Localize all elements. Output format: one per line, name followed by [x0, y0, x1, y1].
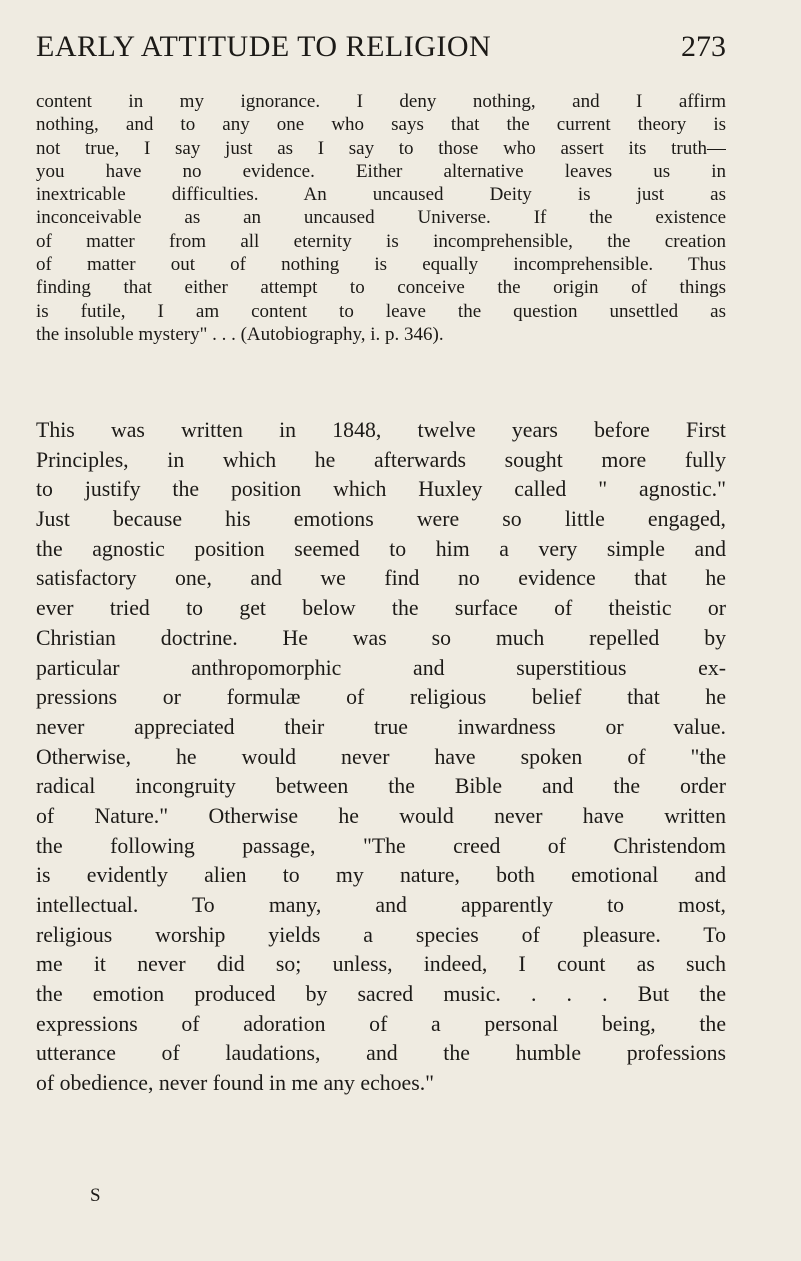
- running-title: EARLY ATTITUDE TO RELIGION: [36, 30, 492, 63]
- body-line: This was written in 1848, twelve years before First: [36, 418, 726, 442]
- quote-line: of matter out of nothing is equally incomprehensible. Thus: [36, 254, 726, 276]
- body-line: expressions of adoration of a personal being, the: [36, 1011, 726, 1036]
- body-line: Principles, in which he afterwards sought more fully: [36, 447, 726, 472]
- quote-line: you have no evidence. Either alternative leaves us in: [36, 160, 726, 182]
- body-line: the emotion produced by sacred music. . . . But the: [36, 982, 726, 1007]
- body-line: pressions or formulæ of religious belief that he: [36, 685, 726, 710]
- body-line: Just because his emotions were so little engaged,: [36, 507, 726, 532]
- body-line: Christian doctrine. He was so much repelled by: [36, 625, 726, 650]
- quote-line: inextricable difficulties. An uncaused Deity is just as: [36, 184, 726, 206]
- body-line: Otherwise, he would never have spoken of "the: [36, 744, 726, 769]
- running-head: [36, 30, 726, 70]
- body-line: ever tried to get below the surface of theistic or: [36, 596, 726, 621]
- quotation-block: [36, 90, 726, 346]
- body-line: is evidently alien to my nature, both emotional and: [36, 863, 726, 888]
- page-number: 273: [681, 30, 726, 63]
- quote-line: the insoluble mystery" . . . (Autobiography, i. p. 346).: [36, 323, 444, 345]
- quote-line: of matter from all eternity is incomprehensible, the creation: [36, 230, 726, 252]
- body-line: radical incongruity between the Bible and the order: [36, 774, 726, 799]
- body-line: intellectual. To many, and apparently to most,: [36, 893, 726, 917]
- body-line: religious worship yields a species of pleasure. To: [36, 922, 726, 947]
- signature-mark: S: [90, 1185, 101, 1206]
- body-line: utterance of laudations, and the humble professions: [36, 1041, 726, 1066]
- quote-line: nothing, and to any one who says that the current theory is: [36, 114, 726, 136]
- quote-line: content in my ignorance. I deny nothing, and I affirm: [36, 91, 726, 112]
- body-line: the agnostic position seemed to him a very simple and: [36, 536, 726, 561]
- body-line: of obedience, never found in me any echoes.": [36, 1071, 435, 1096]
- body-paragraph: [36, 416, 726, 1099]
- quote-line: is futile, I am content to leave the question unsettled as: [36, 300, 726, 322]
- body-line: never appreciated their true inwardness or value.: [36, 714, 726, 739]
- quote-line: finding that either attempt to conceive the origin of things: [36, 277, 726, 299]
- body-line: satisfactory one, and we find no evidence that he: [36, 566, 726, 591]
- body-line: of Nature." Otherwise he would never have written: [36, 803, 726, 828]
- body-line: to justify the position which Huxley called " agnostic.": [36, 477, 726, 502]
- body-line: me it never did so; unless, indeed, I count as such: [36, 952, 726, 977]
- body-line: particular anthropomorphic and superstitious ex-: [36, 655, 726, 680]
- body-line: the following passage, "The creed of Christendom: [36, 833, 726, 858]
- quote-line: inconceivable as an uncaused Universe. If the existence: [36, 207, 726, 229]
- quote-line: not true, I say just as I say to those who assert its truth—: [36, 137, 726, 159]
